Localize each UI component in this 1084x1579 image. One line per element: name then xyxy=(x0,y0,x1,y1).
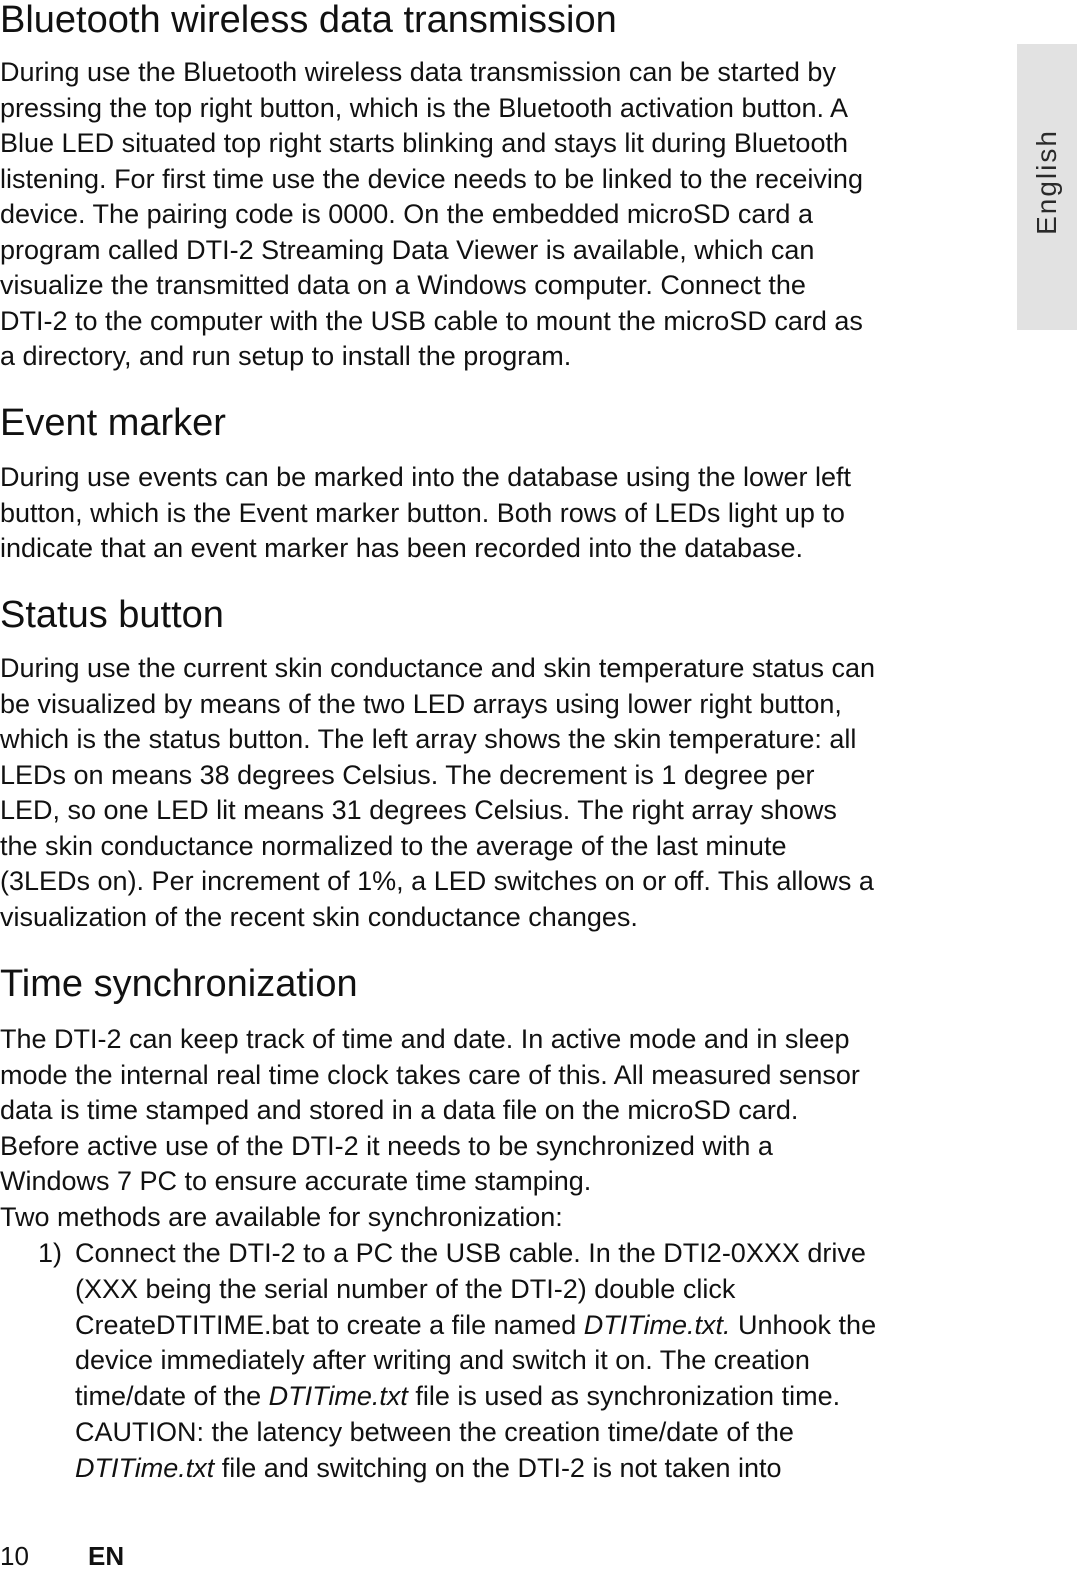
text-line xyxy=(75,1308,1015,1344)
text-line: button, which is the Event marker button. Both rows of LEDs light up to xyxy=(0,497,845,528)
text-line: LEDs on means 38 degrees Celsius. The decrement is 1 degree per xyxy=(0,759,815,790)
list-item-body xyxy=(75,1236,1015,1487)
section-body-bluetooth xyxy=(0,55,1012,375)
filename-emphasis: DTITime.txt xyxy=(268,1381,408,1412)
text-line: indicate that an event marker has been recorded into the database. xyxy=(0,533,804,563)
text-run: Unhook the xyxy=(730,1309,877,1340)
text-line: During use events can be marked into the database using the lower left xyxy=(0,462,852,492)
text-line xyxy=(75,1451,1015,1487)
text-line: program called DTI-2 Streaming Data Viewer is available, which can xyxy=(0,234,815,265)
section-title-event-marker: Event marker xyxy=(0,402,226,444)
list-number: 1) xyxy=(38,1238,63,1268)
text-line: (XXX being the serial number of the DTI-2) double click xyxy=(75,1273,736,1304)
text-line: CAUTION: the latency between the creation time/date of the xyxy=(75,1416,794,1447)
text-line: data is time stamped and stored in a data file on the microSD card. xyxy=(0,1095,799,1125)
text-line: mode the internal real time clock takes care of this. All measured sensor xyxy=(0,1059,860,1090)
text-line: visualization of the recent skin conductance changes. xyxy=(0,901,638,932)
text-line: DTI-2 to the computer with the USB cable to mount the microSD card as xyxy=(0,305,863,336)
text-line: During use the current skin conductance and skin temperature status can xyxy=(0,653,875,683)
section-title-bluetooth: Bluetooth wireless data transmission xyxy=(0,0,617,41)
footer-language: EN xyxy=(88,1541,125,1571)
text-line: Connect the DTI-2 to a PC the USB cable. In the DTI2-0XXX drive xyxy=(75,1238,866,1268)
text-line: pressing the top right button, which is the Bluetooth activation button. A xyxy=(0,92,849,123)
text-line: During use the Bluetooth wireless data transmission can be started by xyxy=(0,57,836,87)
page-number: 10 xyxy=(0,1541,29,1571)
section-body-time-sync xyxy=(0,1022,1012,1235)
text-line: a directory, and run setup to install the program. xyxy=(0,341,572,371)
language-tab-label: English xyxy=(1031,129,1062,235)
text-line: device immediately after writing and switch it on. The creation xyxy=(75,1345,810,1376)
text-line: Two methods are available for synchronization: xyxy=(0,1201,563,1232)
language-tab xyxy=(1017,44,1077,330)
text-line: Blue LED situated top right starts blinking and stays lit during Bluetooth xyxy=(0,128,848,158)
text-line: (3LEDs on). Per increment of 1%, a LED switches on or off. This allows a xyxy=(0,866,874,896)
text-line: listening. For first time use the device needs to be linked to the receiving xyxy=(0,163,863,194)
text-line: which is the status button. The left array shows the skin temperature: all xyxy=(0,724,857,754)
text-run: CreateDTITIME.bat to create a file named xyxy=(75,1309,584,1340)
text-line: Windows 7 PC to ensure accurate time stamping. xyxy=(0,1166,592,1196)
section-body-event-marker xyxy=(0,460,1012,567)
text-run: file is used as synchronization time. xyxy=(407,1381,841,1412)
text-line: visualize the transmitted data on a Windows computer. Connect the xyxy=(0,270,806,300)
text-line: the skin conductance normalized to the average of the last minute xyxy=(0,830,787,861)
section-body-status-button xyxy=(0,651,1012,935)
text-run: time/date of the xyxy=(75,1381,269,1412)
filename-emphasis: DTITime.txt xyxy=(75,1452,215,1483)
text-line: The DTI-2 can keep track of time and date. In active mode and in sleep xyxy=(0,1024,850,1054)
text-line: Before active use of the DTI-2 it needs to be synchronized with a xyxy=(0,1130,773,1161)
text-line: device. The pairing code is 0000. On the embedded microSD card a xyxy=(0,199,813,229)
section-title-time-sync: Time synchronization xyxy=(0,963,358,1005)
text-run: file and switching on the DTI-2 is not taken into xyxy=(214,1452,782,1483)
text-line: be visualized by means of the two LED arrays using lower right button, xyxy=(0,688,842,719)
text-line: LED, so one LED lit means 31 degrees Celsius. The right array shows xyxy=(0,795,837,825)
section-title-status-button: Status button xyxy=(0,594,224,636)
text-line xyxy=(75,1379,1015,1415)
filename-emphasis: DTITime.txt. xyxy=(583,1309,731,1340)
